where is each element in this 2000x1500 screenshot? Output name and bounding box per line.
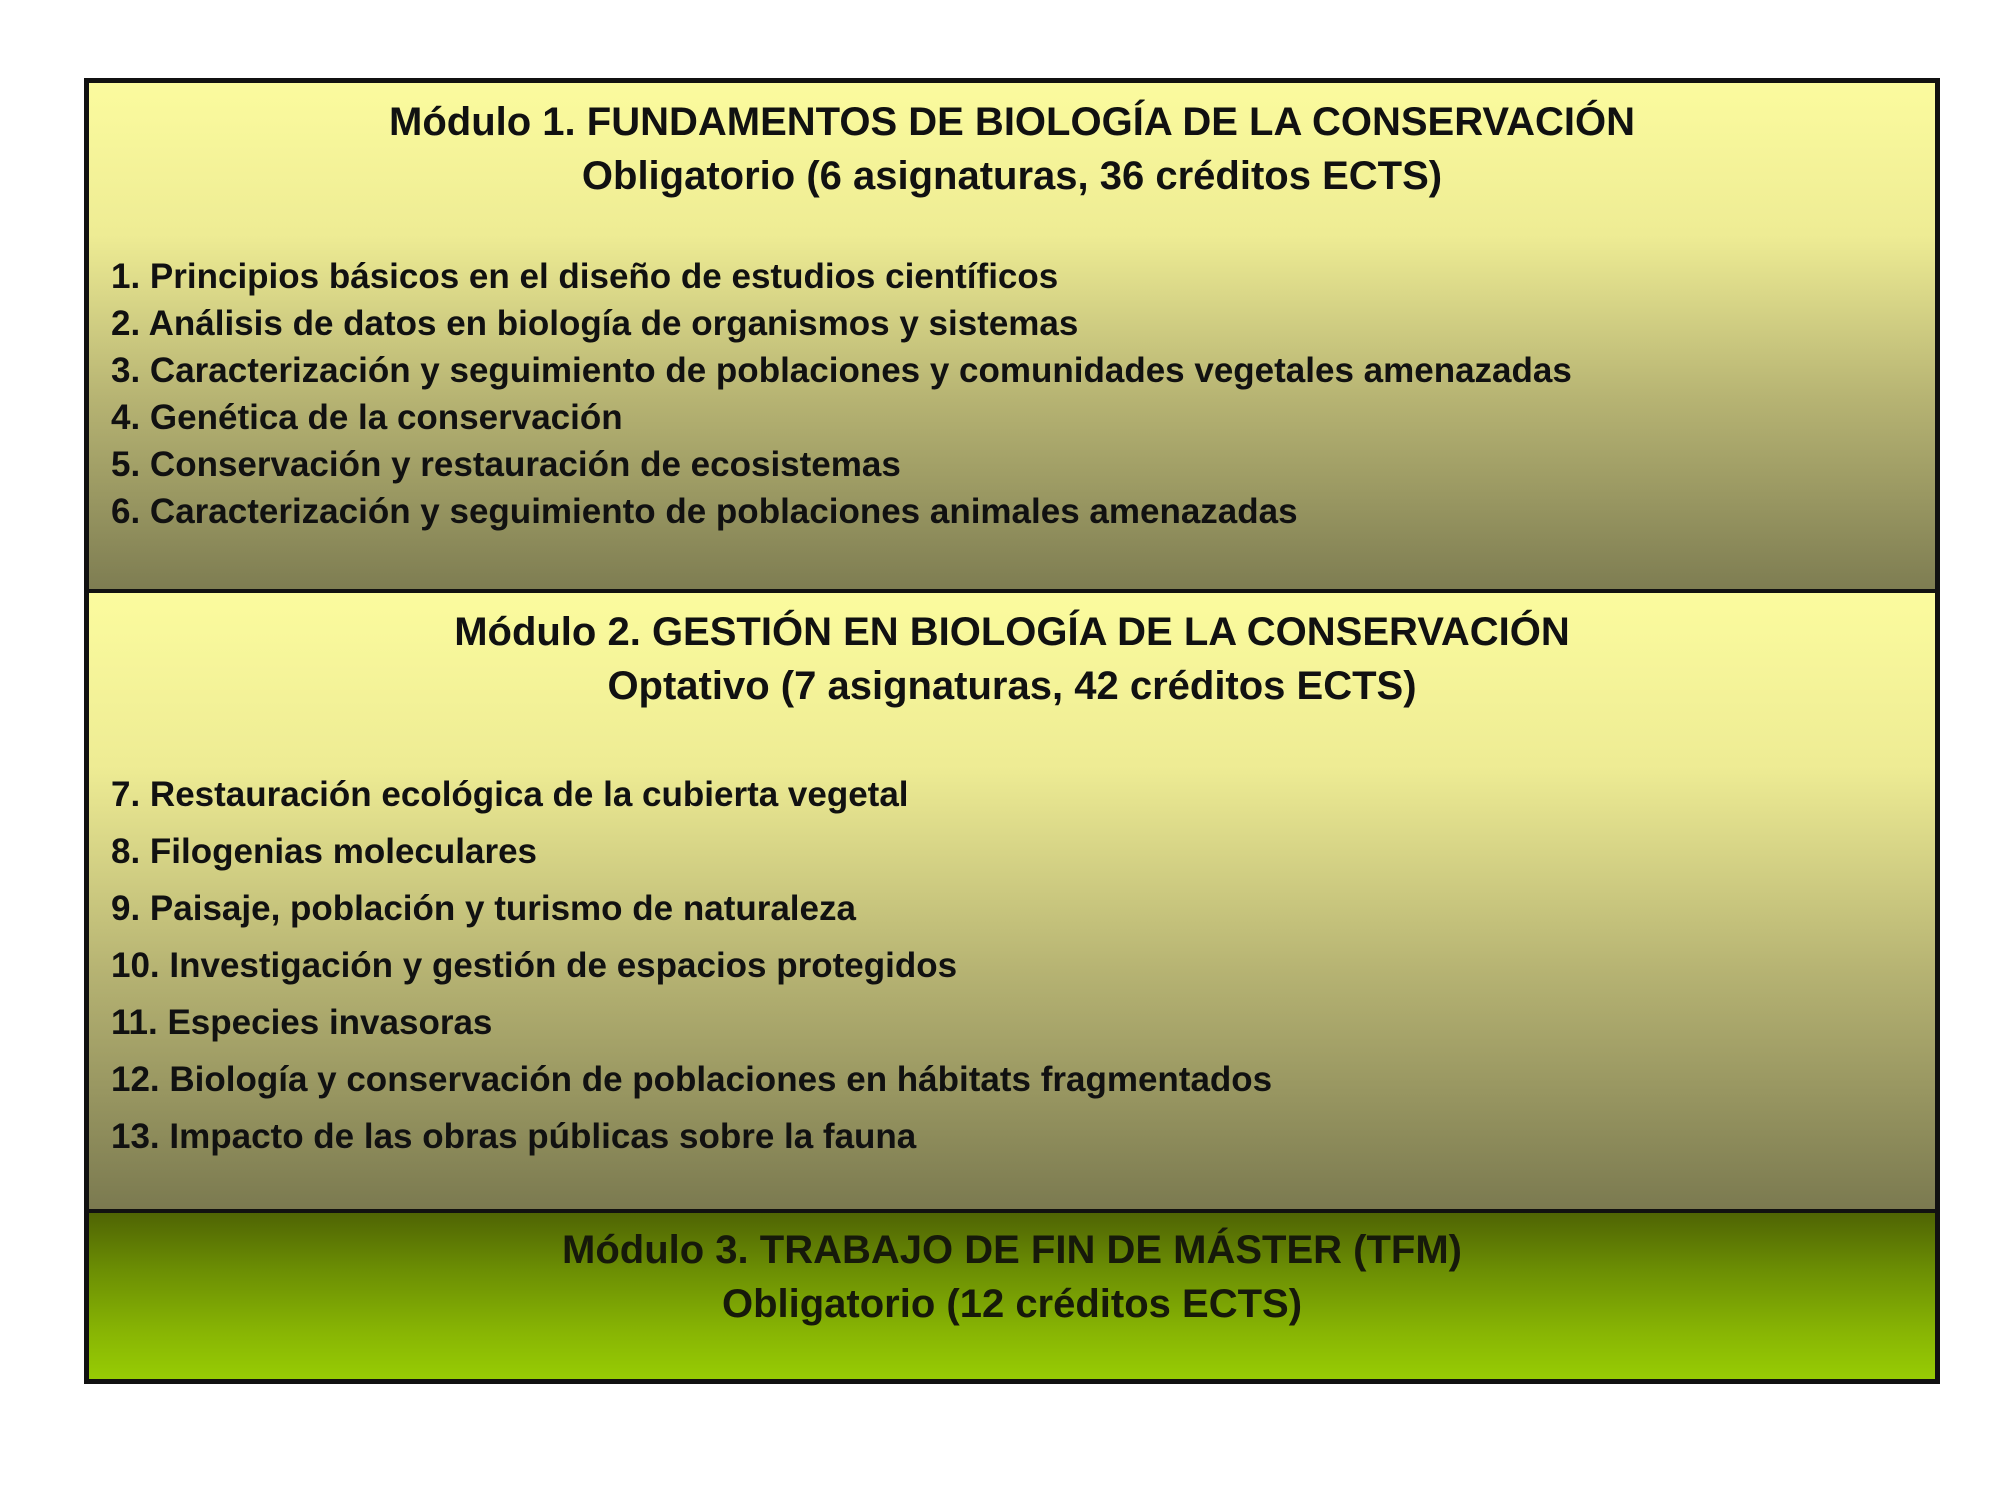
module-3-panel [89,1213,1935,1379]
module-2-header [89,605,1935,713]
course-item: 9. Paisaje, población y turismo de naturaleza [111,889,856,928]
course-item: 7. Restauración ecológica de la cubierta vegetal [111,775,909,814]
module-3-subtitle: Obligatorio (12 créditos ECTS) [721,1282,1303,1326]
course-item: 4. Genética de la conservación [111,398,623,437]
course-item: 8. Filogenias moleculares [111,832,537,871]
module-1-panel [89,83,1935,593]
module-2-subtitle: Optativo (7 asignaturas, 42 créditos ECTS) [607,664,1417,708]
module-3-title: Módulo 3. TRABAJO DE FIN DE MÁSTER (TFM) [562,1228,1462,1272]
course-item: 5. Conservación y restauración de ecosistemas [111,445,901,484]
module-2-panel [89,593,1935,1213]
module-2-course-list [111,766,1915,1165]
module-1-course-list [111,253,1915,535]
module-1-title: Módulo 1. FUNDAMENTOS DE BIOLOGÍA DE LA CONSERVACIÓN [389,100,1635,144]
module-2-title: Módulo 2. GESTIÓN EN BIOLOGÍA DE LA CONSERVACIÓN [454,610,1570,654]
module-3-header [89,1223,1935,1331]
course-item: 6. Caracterización y seguimiento de poblaciones animales amenazadas [111,492,1298,531]
course-item: 1. Principios básicos en el diseño de estudios científicos [111,257,1059,296]
course-item: 11. Especies invasoras [111,1003,493,1042]
course-item: 3. Caracterización y seguimiento de poblaciones y comunidades vegetales amenazadas [111,351,1572,390]
modules-frame [84,78,1940,1384]
course-item: 13. Impacto de las obras públicas sobre la fauna [111,1117,917,1156]
module-1-subtitle: Obligatorio (6 asignaturas, 36 créditos ECTS) [581,154,1443,198]
course-item: 2. Análisis de datos en biología de organismos y sistemas [111,304,1079,343]
course-item: 10. Investigación y gestión de espacios protegidos [111,946,958,985]
course-item: 12. Biología y conservación de poblaciones en hábitats fragmentados [111,1060,1273,1099]
module-1-header [89,95,1935,203]
